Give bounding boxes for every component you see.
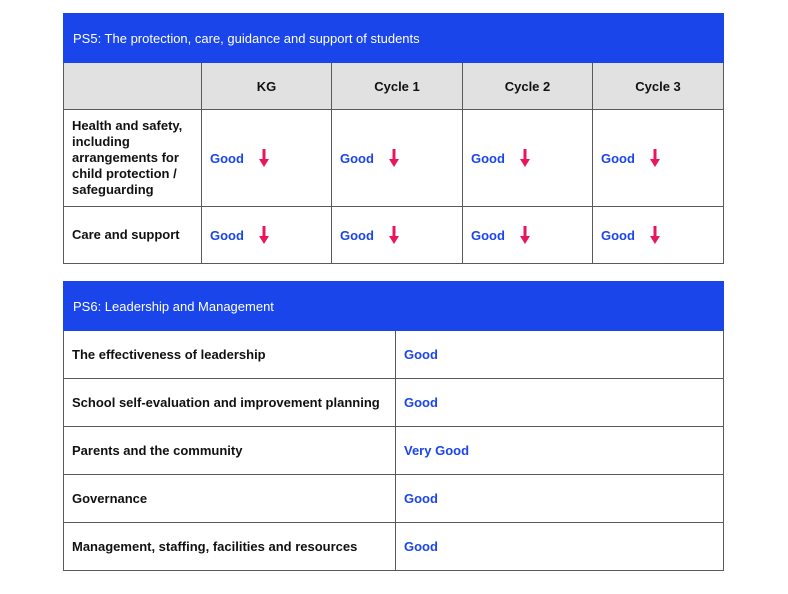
- rating-cell: [396, 379, 724, 427]
- table-row: [64, 379, 724, 427]
- rating-value: Good: [340, 227, 374, 243]
- rating-cell: [202, 110, 332, 207]
- rating-value: Good: [210, 150, 244, 166]
- column-header-cycle-1: Cycle 1: [332, 63, 463, 110]
- rating-value: Good: [210, 227, 244, 243]
- ps5-table: [63, 13, 724, 264]
- header-blank-cell: [64, 63, 202, 110]
- rating-value: Good: [404, 539, 438, 554]
- column-header-cycle-2: Cycle 2: [463, 63, 593, 110]
- rating-cell: [463, 110, 593, 207]
- rating-value: Very Good: [404, 443, 470, 458]
- ps6-table: [63, 281, 724, 571]
- rating-value: Good: [471, 150, 505, 166]
- table-row: [64, 207, 724, 264]
- row-label: School self-evaluation and improvement planning: [64, 379, 396, 427]
- arrow-down-icon: [649, 225, 661, 245]
- row-label: Management, staffing, facilities and resources: [64, 523, 396, 571]
- rating-value: Good: [404, 347, 438, 362]
- table-row: [64, 475, 724, 523]
- rating-value: Good: [404, 395, 438, 410]
- rating-cell: [332, 110, 463, 207]
- arrow-down-icon: [258, 225, 270, 245]
- arrow-down-icon: [388, 225, 400, 245]
- rating-cell: [396, 523, 724, 571]
- rating-cell: [202, 207, 332, 264]
- row-label: The effectiveness of leadership: [64, 331, 396, 379]
- ps5-title: PS5: The protection, care, guidance and support of students: [64, 14, 724, 63]
- row-label: Parents and the community: [64, 427, 396, 475]
- column-header-cycle-3: Cycle 3: [593, 63, 724, 110]
- rating-cell: [332, 207, 463, 264]
- table-row: [64, 523, 724, 571]
- rating-value: Good: [601, 150, 635, 166]
- rating-cell: [396, 331, 724, 379]
- arrow-down-icon: [649, 148, 661, 168]
- arrow-down-icon: [388, 148, 400, 168]
- table-row: [64, 427, 724, 475]
- rating-value: Good: [601, 227, 635, 243]
- rating-cell: [396, 427, 724, 475]
- rating-cell: [463, 207, 593, 264]
- arrow-down-icon: [258, 148, 270, 168]
- rating-cell: [396, 475, 724, 523]
- rating-value: Good: [340, 150, 374, 166]
- rating-value: Good: [471, 227, 505, 243]
- row-label: Care and support: [64, 207, 202, 264]
- arrow-down-icon: [519, 225, 531, 245]
- rating-cell: [593, 207, 724, 264]
- column-header-kg: KG: [202, 63, 332, 110]
- table-row: [64, 331, 724, 379]
- row-label: Governance: [64, 475, 396, 523]
- row-label: Health and safety, including arrangements for child protection / safeguarding: [64, 110, 202, 207]
- arrow-down-icon: [519, 148, 531, 168]
- table-row: [64, 110, 724, 207]
- ps6-title: PS6: Leadership and Management: [64, 282, 724, 331]
- rating-cell: [593, 110, 724, 207]
- rating-value: Good: [404, 491, 438, 506]
